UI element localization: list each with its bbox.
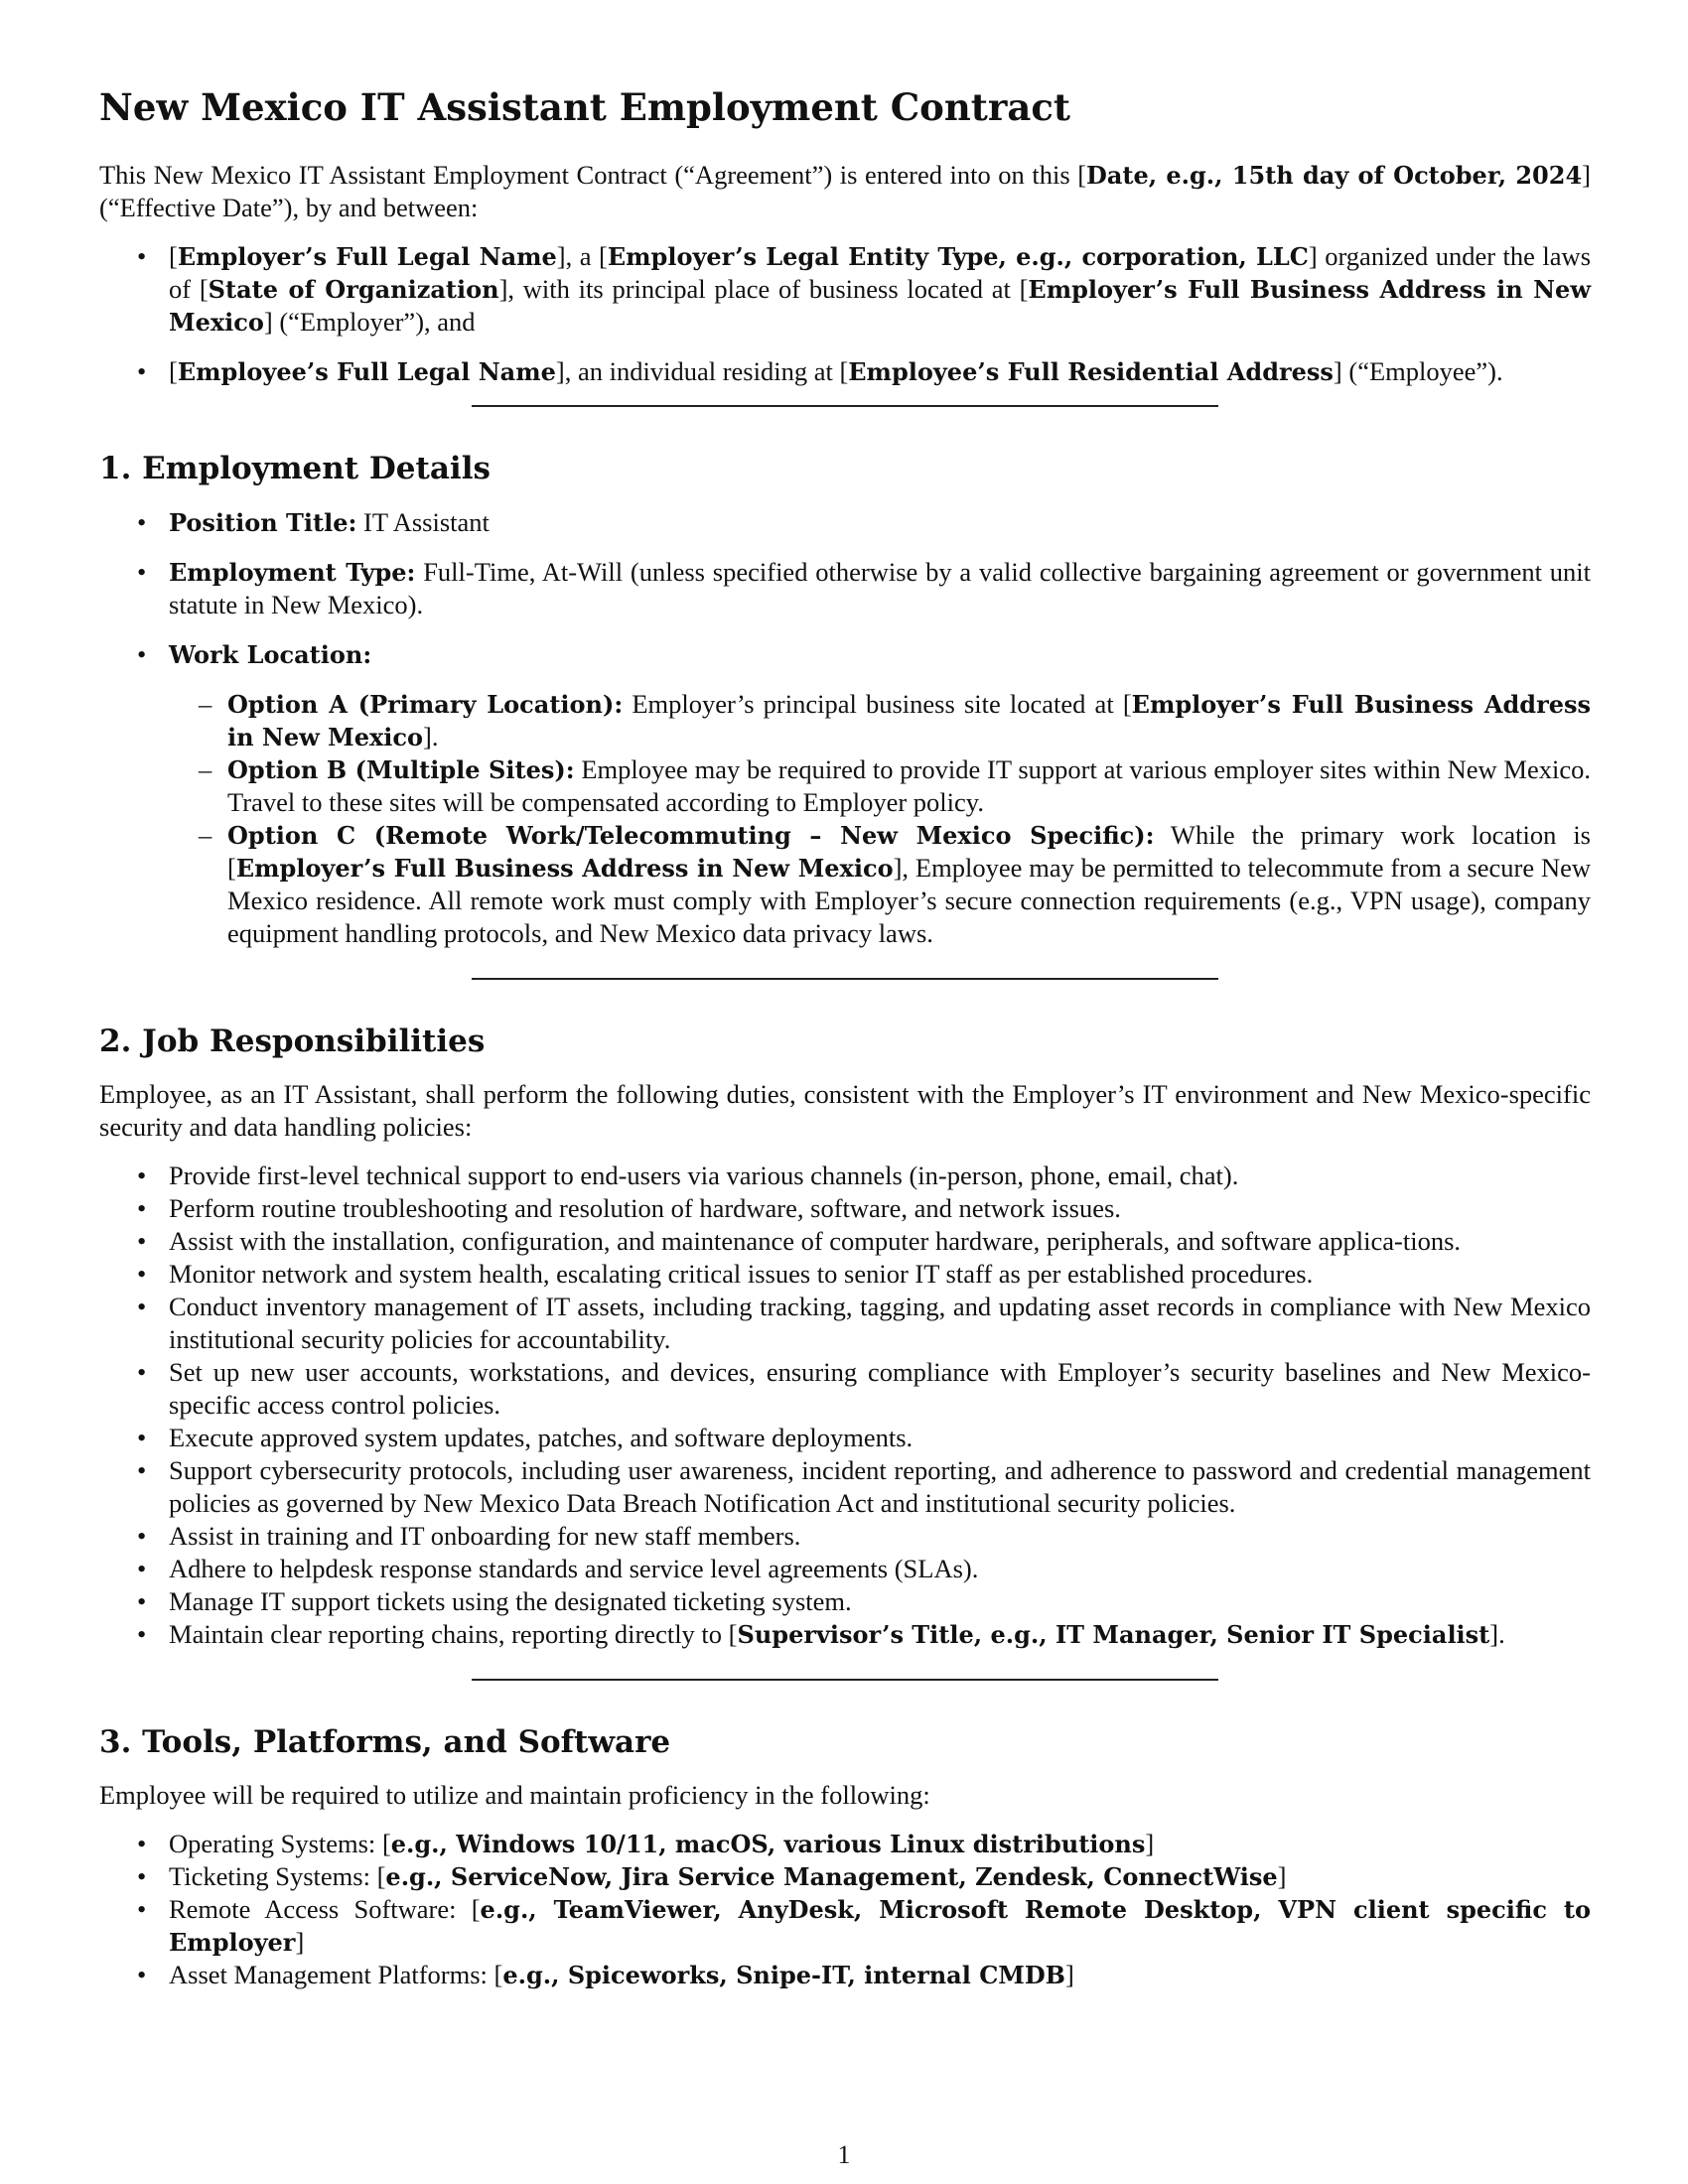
- employment-details-list: [99, 506, 1591, 950]
- list-item: • Ticketing Systems: [e.g., ServiceNow, Jira Service Management, Zendesk, ConnectWise]: [99, 1860, 1591, 1893]
- employment-type-item: • Employment Type: Full-Time, At-Will (unless specified otherwise by a valid collective bargaining agreement or government unit statute in New Mexico).: [99, 556, 1591, 621]
- option-b-item: – Option B (Multiple Sites): Employee may be required to provide IT support at various employer sites within New Mexico. Travel to these sites will be compensated according to Employer policy.: [169, 753, 1591, 819]
- section-2-intro: Employee, as an IT Assistant, shall perform the following duties, consistent with the Employer’s IT environment and New Mexico-specific security and data handling policies:: [99, 1078, 1591, 1142]
- list-item: • Asset Management Platforms: [e.g., Spiceworks, Snipe-IT, internal CMDB]: [99, 1959, 1591, 1991]
- party-employer: • [Employer’s Full Legal Name], a [Employer’s Legal Entity Type, e.g., corporation, LLC] organized under the laws of [State of Organization], with its principal place of business located at [Employer’s Full Business Address in New Mexico] (“Employer”), and: [99, 240, 1591, 339]
- effective-date-placeholder: Date, e.g., 15th day of October, 2024: [1086, 161, 1583, 191]
- party-employee: • [Employee’s Full Legal Name], an individual residing at [Employee’s Full Residential Address] (“Employee”).: [99, 355, 1591, 388]
- list-item: • Perform routine troubleshooting and resolution of hardware, software, and network issues.: [99, 1192, 1591, 1225]
- work-location-item: • Work Location: – Option A (Primary Location): Employer’s principal business site located at [Employer’s Full Business Address in New Mexico]. – Option B (Multiple Sites): Employee may be required to provide IT support at various employer sites within New Mexico. Travel to these sites will be compensated according to Employer policy. – Option C (Remote Work/Telecommuting – New Mexico Specific): While the primary work location is [Employer’s Full Business Address in New Mexico], Employee may be permitted to telecommute from a secure New Mexico residence. All remote work must comply with Employer’s secure connection requirements (e.g., VPN usage), company equipment handling protocols, and New Mexico data privacy laws.: [99, 638, 1591, 950]
- section-1-heading: 1. Employment Details: [99, 451, 491, 487]
- position-title-item: • Position Title: IT Assistant: [99, 506, 1591, 539]
- work-location-options: [169, 688, 1591, 950]
- page-number: 1: [837, 2140, 851, 2169]
- section-3-intro: Employee will be required to utilize and maintain proficiency in the following:: [99, 1779, 930, 1810]
- tools-list: [99, 1828, 1591, 1991]
- list-item: • Operating Systems: [e.g., Windows 10/11, macOS, various Linux distributions]: [99, 1828, 1591, 1860]
- list-item: • Provide first-level technical support to end-users via various channels (in-person, phone, email, chat).: [99, 1160, 1591, 1192]
- list-item: • Assist in training and IT onboarding for new staff members.: [99, 1520, 1591, 1553]
- parties-list: [99, 240, 1591, 388]
- option-a-item: – Option A (Primary Location): Employer’s principal business site located at [Employer’s Full Business Address in New Mexico].: [169, 688, 1591, 753]
- list-item: • Maintain clear reporting chains, reporting directly to [Supervisor’s Title, e.g., IT Manager, Senior IT Specialist].: [99, 1618, 1591, 1651]
- list-item: • Remote Access Software: [e.g., TeamViewer, AnyDesk, Microsoft Remote Desktop, VPN client specific to Employer]: [99, 1893, 1591, 1959]
- section-2-heading: 2. Job Responsibilities: [99, 1023, 486, 1059]
- document-title: New Mexico IT Assistant Employment Contract: [99, 85, 1070, 129]
- option-c-item: – Option C (Remote Work/Telecommuting – New Mexico Specific): While the primary work location is [Employer’s Full Business Address in New Mexico], Employee may be permitted to telecommute from a secure New Mexico residence. All remote work must comply with Employer’s secure connection requirements (e.g., VPN usage), company equipment handling protocols, and New Mexico data privacy laws.: [169, 819, 1591, 950]
- section-divider: [472, 405, 1218, 407]
- list-item: • Assist with the installation, configuration, and maintenance of computer hardware, peripherals, and software applica-tions.: [99, 1225, 1591, 1258]
- responsibilities-list: [99, 1160, 1591, 1651]
- section-divider: [472, 978, 1218, 980]
- intro-paragraph: This New Mexico IT Assistant Employment Contract (“Agreement”) is entered into on this [Date, e.g., 15th day of October, 2024] (“Effective Date”), by and between:: [99, 160, 1591, 223]
- list-item: • Set up new user accounts, workstations, and devices, ensuring compliance with Employer’s security baselines and New Mexico-specific access control policies.: [99, 1356, 1591, 1422]
- list-item: • Monitor network and system health, escalating critical issues to senior IT staff as per established procedures.: [99, 1258, 1591, 1291]
- section-divider: [472, 1679, 1218, 1681]
- list-item: • Adhere to helpdesk response standards and service level agreements (SLAs).: [99, 1553, 1591, 1585]
- list-item: • Conduct inventory management of IT assets, including tracking, tagging, and updating asset records in compliance with New Mexico institutional security policies for accountability.: [99, 1291, 1591, 1356]
- section-3-heading: 3. Tools, Platforms, and Software: [99, 1723, 671, 1760]
- document-page: [99, 85, 1591, 1991]
- list-item: • Manage IT support tickets using the designated ticketing system.: [99, 1585, 1591, 1618]
- list-item: • Support cybersecurity protocols, including user awareness, incident reporting, and adherence to password and credential management policies as governed by New Mexico Data Breach Notification Act and institutional security policies.: [99, 1454, 1591, 1520]
- list-item: • Execute approved system updates, patches, and software deployments.: [99, 1422, 1591, 1454]
